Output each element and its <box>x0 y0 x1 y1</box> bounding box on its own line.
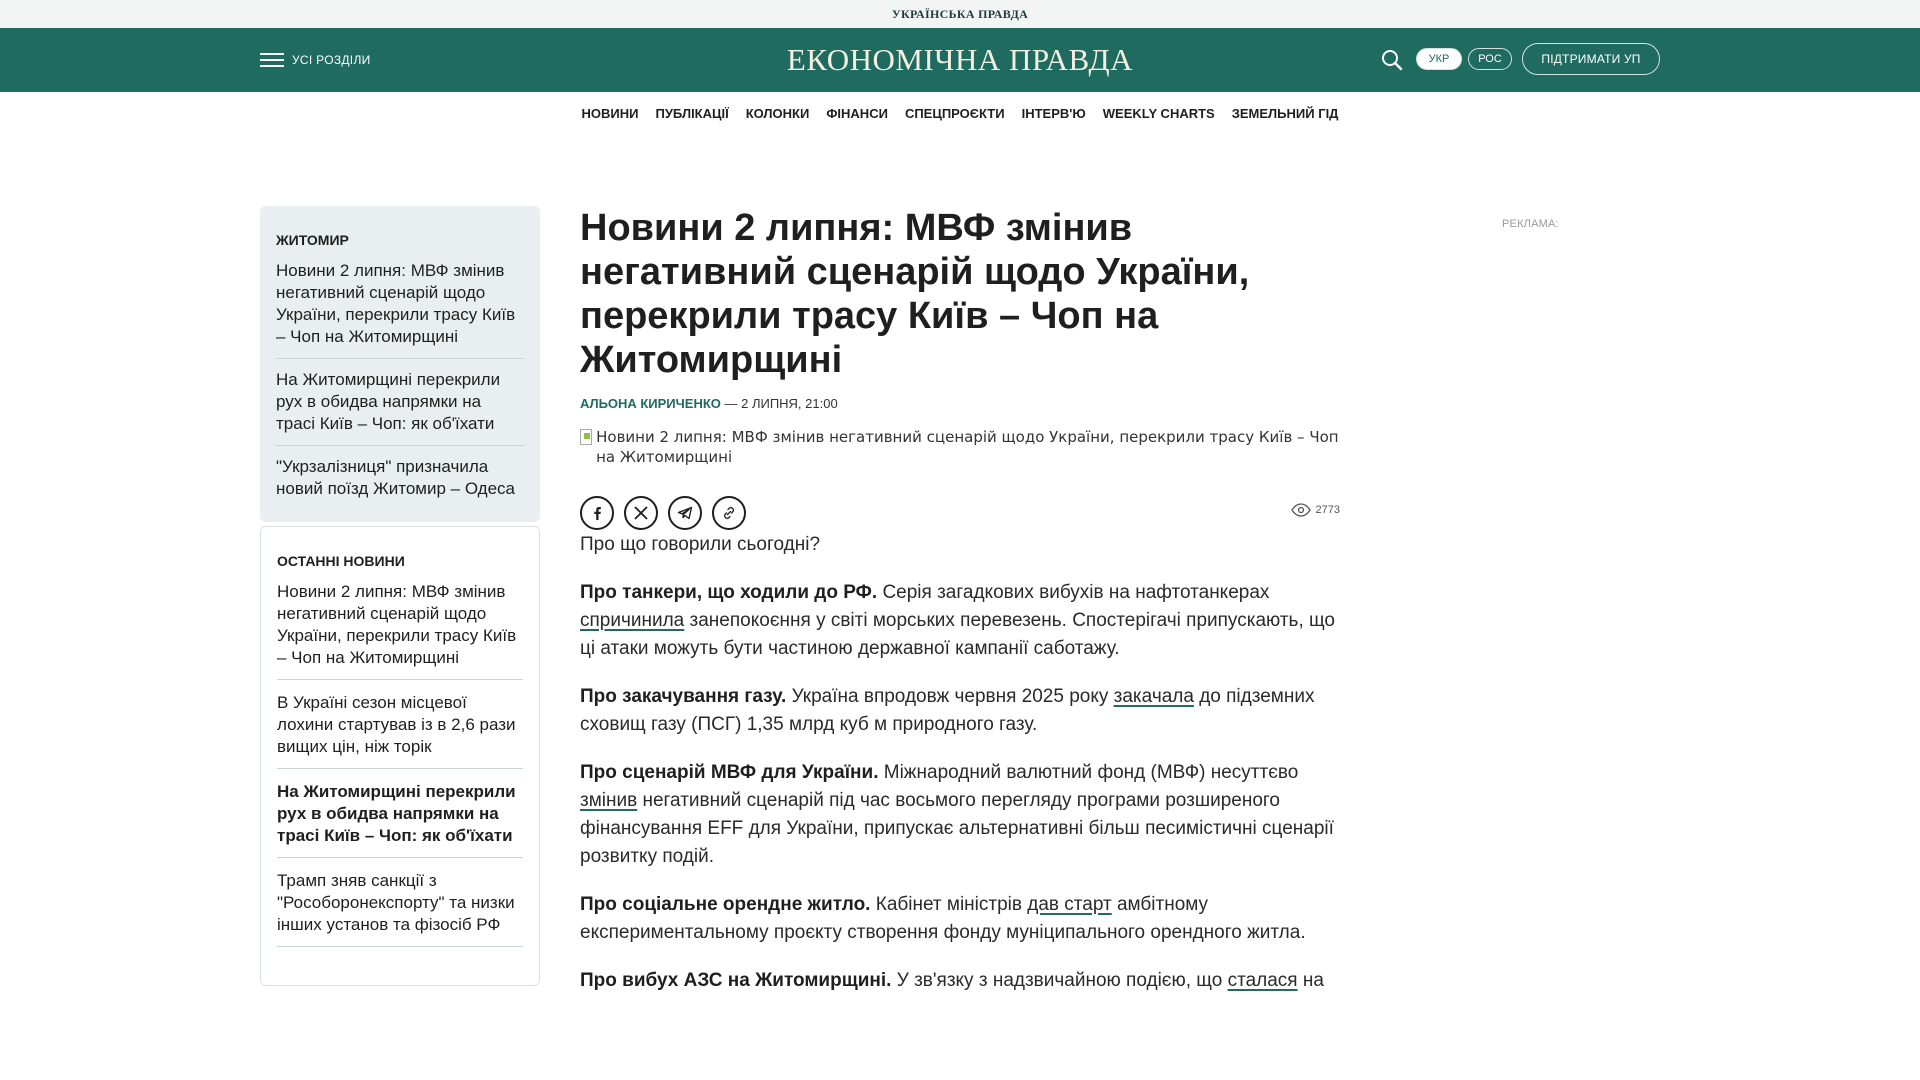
paragraph-text: Україна впродовж червня 2025 року <box>786 686 1114 707</box>
paragraph-text: занепокоєння у світі морських перевезень. Спостерігачі припускають, що ці атаки можуть бути частиною державної кампанії саботажу. <box>580 610 1335 659</box>
nav-columns[interactable]: КОЛОНКИ <box>745 105 810 121</box>
paragraph-lead: Про соціальне орендне житло. <box>580 894 871 915</box>
copy-link-button[interactable] <box>712 496 746 530</box>
nav-news[interactable]: НОВИНИ <box>581 105 639 121</box>
latest-news-title: ОСТАННІ НОВИНИ <box>277 553 405 569</box>
article-paragraph <box>580 891 1340 947</box>
paragraph-text: амбітному експериментальному проєкту створення фонду муніципального орендного житла. <box>580 894 1306 943</box>
nav-specprojects[interactable]: СПЕЦПРОЄКТИ <box>904 105 1005 121</box>
region-news-box <box>260 206 540 522</box>
paragraph-text: на <box>1302 970 1324 991</box>
paragraph-link[interactable]: змінив <box>580 790 638 811</box>
region-news-item[interactable]: На Житомирщині перекрили рух в обидва напрямки на трасі Київ – Чоп: як об'їхати <box>276 369 524 446</box>
share-telegram-button[interactable] <box>668 496 702 530</box>
nav-weekly-charts[interactable]: WEEKLY CHARTS <box>1102 105 1215 121</box>
hero-image-alt: Новини 2 липня: МВФ змінив негативний сценарій щодо України, перекрили трасу Київ – Чоп на Житомирщині <box>596 428 1339 466</box>
latest-news-item[interactable]: Новини 2 липня: МВФ змінив негативний сценарій щодо України, перекрили трасу Київ – Чоп на Житомирщині <box>277 581 523 680</box>
nav-interview[interactable]: ІНТЕРВ'Ю <box>1021 105 1086 121</box>
viewport-bottom-blank <box>0 992 1920 1080</box>
latest-news-item[interactable]: В Україні сезон місцевої лохини стартував із в 2,6 рази вищих цін, ніж торік <box>277 692 523 769</box>
paragraph-link[interactable]: сталася <box>1227 970 1298 991</box>
lang-ukr-button[interactable]: УКР <box>1416 48 1462 70</box>
nav-publications[interactable]: ПУБЛІКАЦІЇ <box>655 105 729 121</box>
site-header <box>0 28 1920 92</box>
article-meta <box>580 396 1340 411</box>
share-x-button[interactable] <box>624 496 658 530</box>
lang-ros-button[interactable]: РОС <box>1468 48 1512 70</box>
hero-image <box>580 427 1340 467</box>
article-paragraph <box>580 759 1340 871</box>
paragraph-text: Кабінет міністрів <box>870 894 1028 915</box>
paragraph-link[interactable]: дав старт <box>1027 894 1112 915</box>
broken-image-icon <box>580 429 592 445</box>
support-button[interactable]: ПІДТРИМАТИ УП <box>1522 43 1660 75</box>
paragraph-text: Серія загадкових вибухів на нафтотанкерах <box>877 582 1270 603</box>
nav-finance[interactable]: ФІНАНСИ <box>826 105 888 121</box>
share-row <box>580 495 1340 531</box>
article <box>580 206 1340 1043</box>
article-paragraph <box>580 579 1340 663</box>
author-link[interactable]: АЛЬОНА КИРИЧЕНКО <box>580 396 721 411</box>
paragraph-lead: Про закачування газу. <box>580 686 787 707</box>
up-topbar <box>0 0 1920 28</box>
ad-label: РЕКЛАМА: <box>1502 218 1559 230</box>
nav-land-guide[interactable]: ЗЕМЕЛЬНИЙ ГІД <box>1231 105 1339 121</box>
eye-icon <box>1291 503 1311 517</box>
views-counter <box>1291 503 1340 517</box>
views-count: 2773 <box>1315 504 1340 516</box>
article-date: — 2 ЛИПНЯ, 21:00 <box>720 396 838 411</box>
region-title[interactable]: ЖИТОМИР <box>276 232 349 248</box>
up-brand-link[interactable]: УКРАЇНСЬКА ПРАВДА <box>891 6 1029 21</box>
latest-news-box <box>260 526 540 986</box>
all-sections-label: УСІ РОЗДІЛИ <box>292 53 371 67</box>
article-title: Новини 2 липня: МВФ змінив негативний сценарій щодо України, перекрили трасу Київ – Чоп на Житомирщині <box>580 207 1250 381</box>
paragraph-text: негативний сценарій під час восьмого перегляду програми розширеного фінансування EFF для України, припускає альтернативні більш песимістичні сценарії розвитку подій. <box>580 790 1334 867</box>
search-icon[interactable] <box>1380 48 1404 72</box>
link-icon <box>721 505 737 521</box>
telegram-icon <box>677 505 693 521</box>
share-facebook-button[interactable] <box>580 496 614 530</box>
paragraph-lead: Про танкери, що ходили до РФ. <box>580 582 878 603</box>
paragraph-link[interactable]: спричинила <box>580 610 685 631</box>
latest-news-item[interactable]: На Житомирщині перекрили рух в обидва напрямки на трасі Київ – Чоп: як об'їхати <box>277 781 523 858</box>
region-news-item[interactable]: Новини 2 липня: МВФ змінив негативний сценарій щодо України, перекрили трасу Київ – Чоп на Житомирщині <box>276 260 524 359</box>
article-body <box>580 531 1340 1023</box>
facebook-icon <box>589 505 605 521</box>
region-news-item[interactable]: "Укрзалізниця" призначила новий поїзд Житомир – Одеса <box>276 457 515 498</box>
article-intro: Про що говорили сьогодні? <box>580 534 821 555</box>
paragraph-link[interactable]: закачала <box>1113 686 1194 707</box>
latest-news-item[interactable]: Трамп зняв санкції з "Рособоронекспорту" та низки інших установ та фізосіб РФ <box>277 870 523 947</box>
paragraph-lead: Про сценарій МВФ для України. <box>580 762 879 783</box>
paragraph-text: Міжнародний валютний фонд (МВФ) несуттєво <box>878 762 1299 783</box>
site-logo[interactable]: ЕКОНОМІЧНА ПРАВДА <box>786 42 1134 77</box>
article-paragraph <box>580 683 1340 739</box>
paragraph-lead: Про вибух АЗС на Житомирщині. <box>580 970 892 991</box>
x-icon <box>634 506 648 520</box>
section-nav <box>0 92 1920 134</box>
content-area <box>0 134 1920 1034</box>
paragraph-text: до підземних сховищ газу (ПСГ) 1,35 млрд куб м природного газу. <box>580 686 1315 735</box>
paragraph-text: У зв'язку з надзвичайною подією, що <box>891 970 1228 991</box>
